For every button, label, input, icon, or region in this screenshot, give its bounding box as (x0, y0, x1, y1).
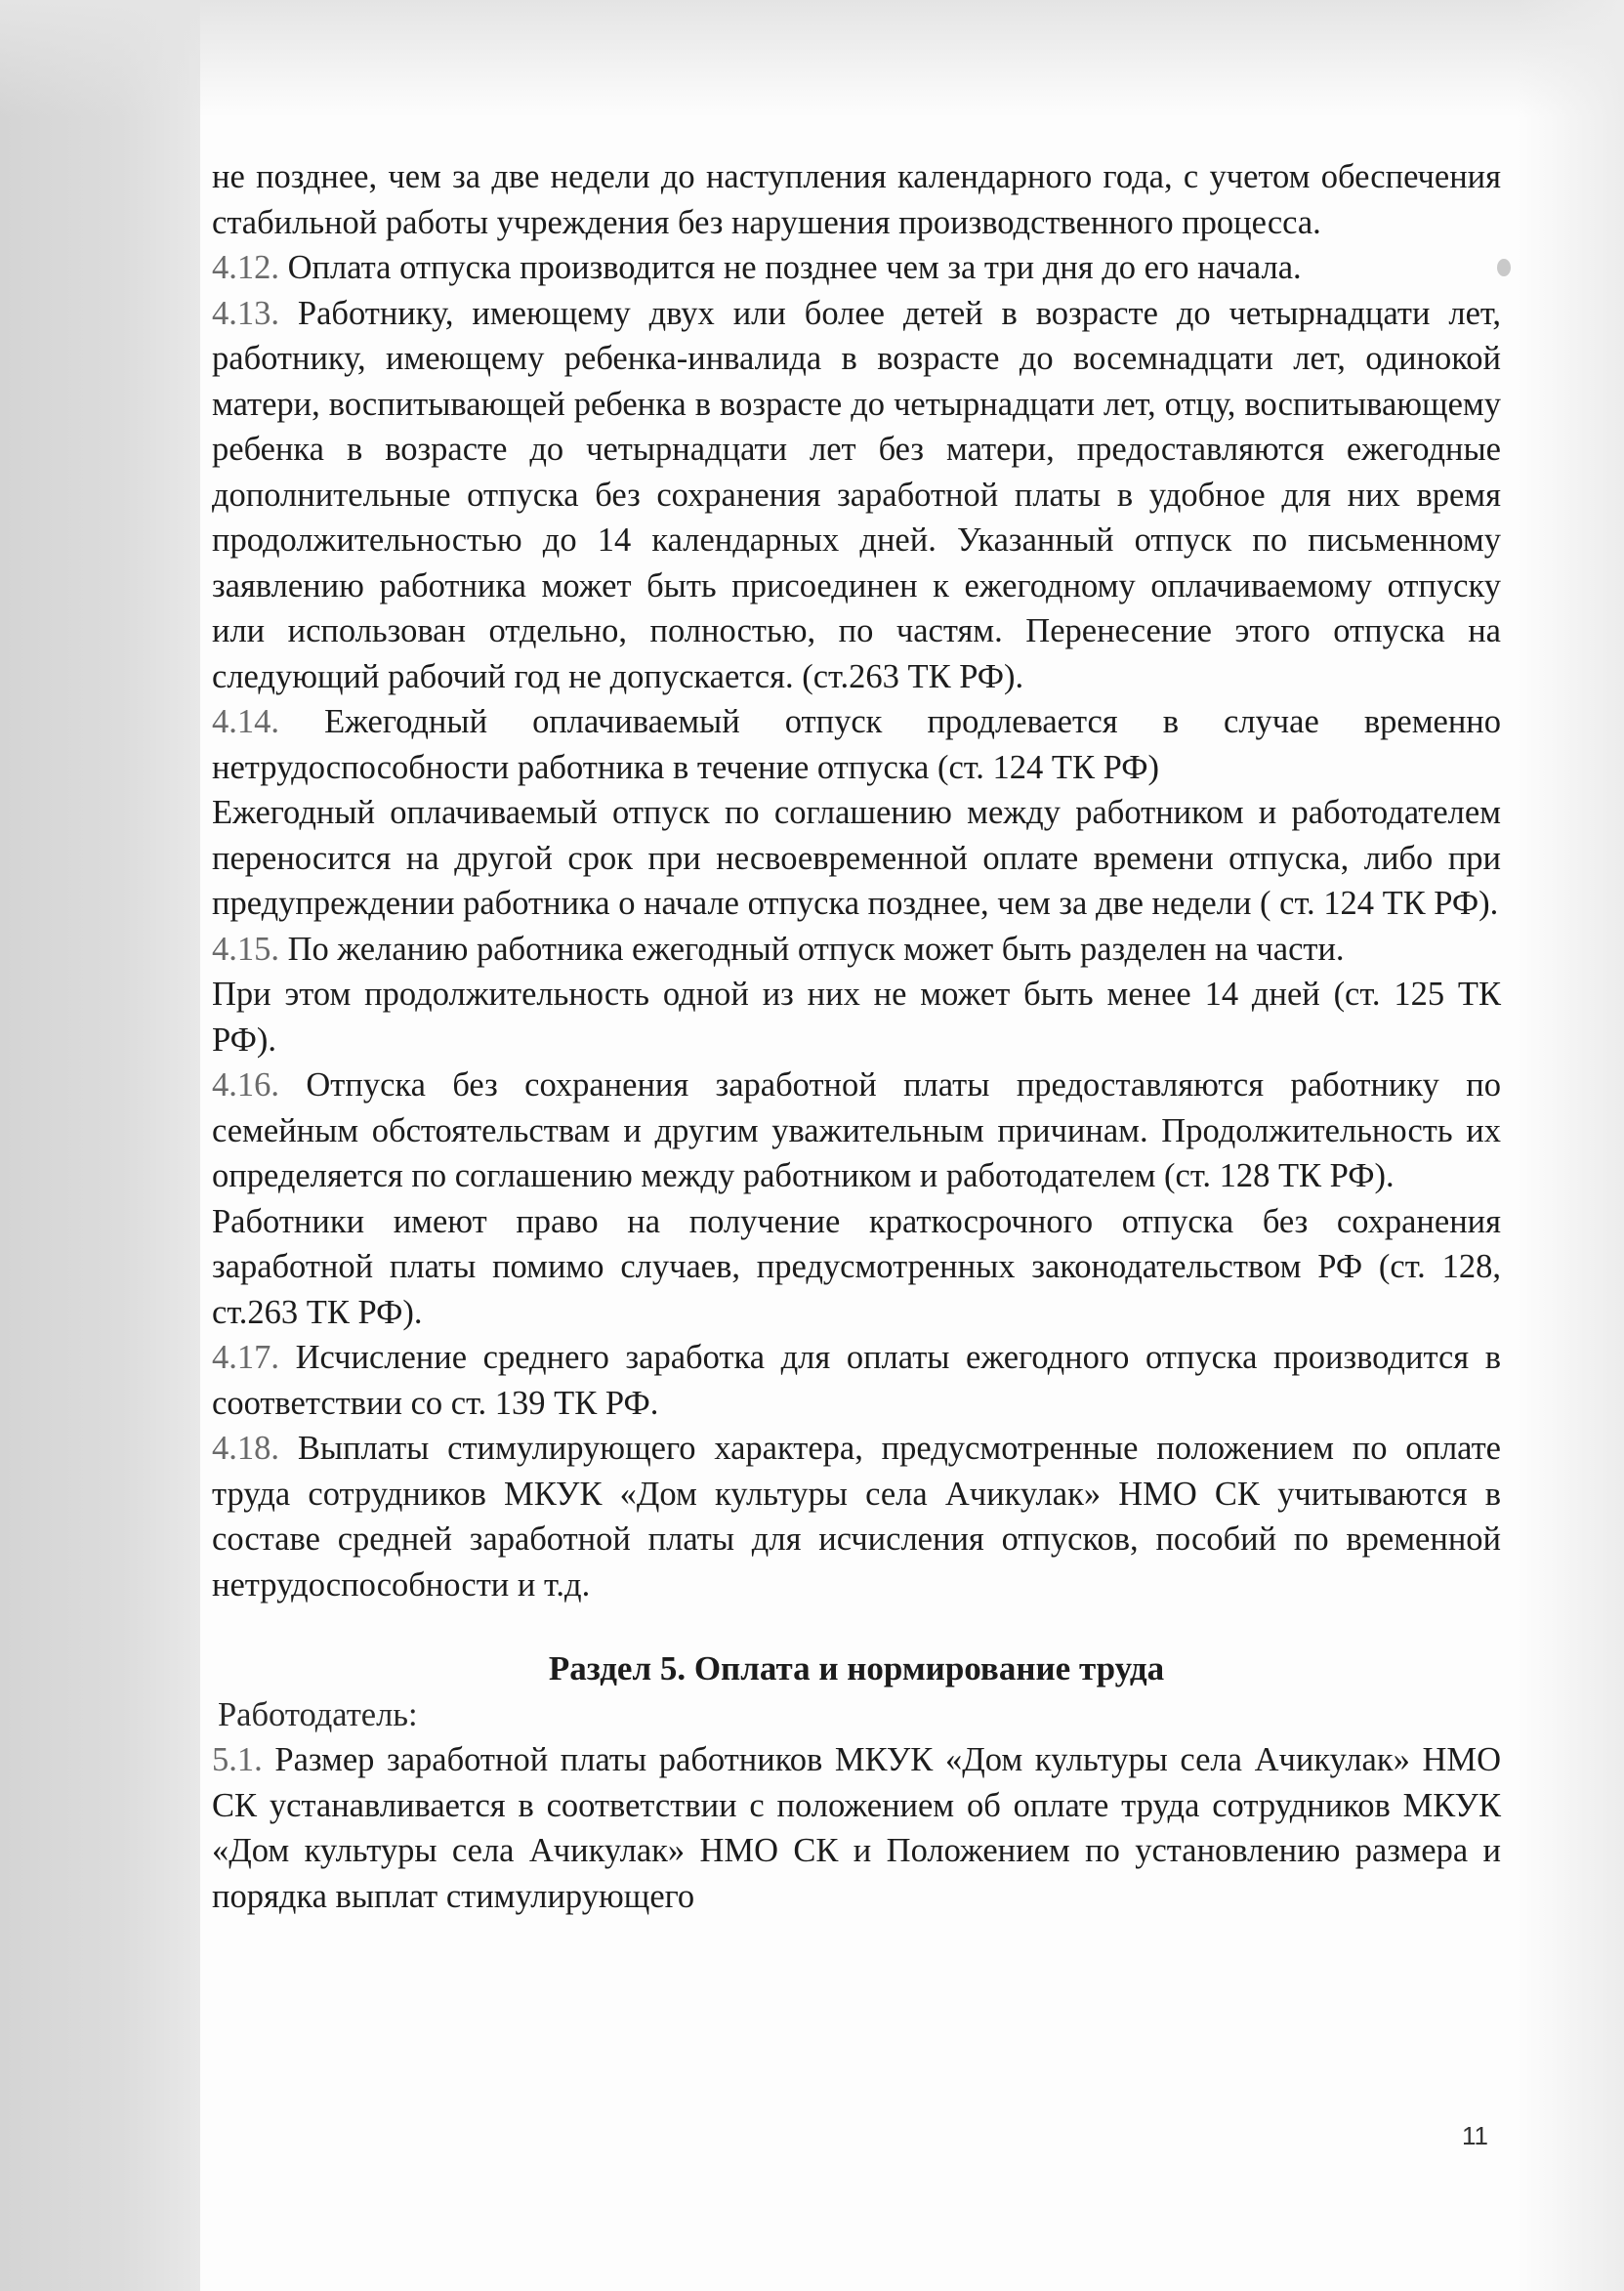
section-heading: Раздел 5. Оплата и нормирование труда (548, 1649, 1165, 1687)
paragraph-4-18: 4.18. Выплаты стимулирующего характера, предусмотренные положением по оплате труда сотрудников МКУК «Дом культуры села Ачикулак» НМО СК учитываются в составе средней заработной платы для исчисления отпусков, пособий по временной нетрудоспособности и т.д. (212, 1430, 1501, 1604)
paragraph-continuation: не позднее, чем за две недели до наступления календарного года, с учетом обеспечения стабильной работы учреждения без нарушения производственного процесса. (212, 158, 1501, 241)
paragraph-4-15: 4.15. По желанию работника ежегодный отпуск может быть разделен на части. (212, 930, 1345, 968)
clause-number: 4.18. (212, 1430, 279, 1467)
document-body (212, 154, 1501, 1919)
paragraph-4-14: 4.14. Ежегодный оплачиваемый отпуск продлевается в случае временно нетрудоспособности работника в течение отпуска (ст. 124 ТК РФ) (212, 703, 1502, 786)
paragraph-4-17: 4.17. Исчисление среднего заработка для оплаты ежегодного отпуска производится в соответствии со ст. 139 ТК РФ. (212, 1339, 1502, 1422)
page-number: 11 (1462, 2121, 1488, 2150)
clause-number: 4.17. (212, 1339, 279, 1376)
clause-number: 4.14. (212, 703, 279, 740)
section-lead: Работодатель: (218, 1695, 418, 1733)
clause-number: 4.13. (212, 294, 279, 332)
paragraph-5-1: 5.1. Размер заработной платы работников МКУК «Дом культуры села Ачикулак» НМО СК устанавливается в соответствии с положением об оплате труда сотрудников МКУК «Дом культуры села Ачикулак» НМО СК и Положением по установлению размера и порядка выплат стимулирующего (212, 1741, 1502, 1915)
scan-binding-shadow (0, 0, 200, 2291)
scan-top-shadow (0, 0, 1624, 117)
clause-number: 4.15. (212, 930, 279, 968)
paragraph-4-16-extra: Работники имеют право на получение краткосрочного отпуска без сохранения заработной платы помимо случаев, предусмотренных законодательством РФ (ст. 128, ст.263 ТК РФ). (212, 1202, 1501, 1331)
paragraph-4-16: 4.16. Отпуска без сохранения заработной платы предоставляются работнику по семейным обстоятельствам и другим уважительным причинам. Продолжительность их определяется по соглашению между работником и работодателем (ст. 128 ТК РФ). (212, 1066, 1501, 1194)
paragraph-4-14-extra: Ежегодный оплачиваемый отпуск по соглашению между работником и работодателем переносится на другой срок при несвоевременной оплате времени отпуска, либо при предупреждении работника о начале отпуска позднее, чем за две недели ( ст. 124 ТК РФ). (212, 794, 1501, 922)
scan-edge-shadow (1517, 0, 1624, 2291)
clause-number: 5.1. (212, 1741, 263, 1778)
paragraph-4-15-extra: При этом продолжительность одной из них не может быть менее 14 дней (ст. 125 ТК РФ). (212, 976, 1501, 1059)
clause-number: 4.16. (212, 1066, 279, 1104)
clause-number: 4.12. (212, 249, 279, 286)
paragraph-4-12: 4.12. Оплата отпуска производится не позднее чем за три дня до его начала. (212, 249, 1302, 286)
paragraph-4-13: 4.13. Работнику, имеющему двух или более детей в возрасте до четырнадцати лет, работнику, имеющему ребенка-инвалида в возрасте до восемнадцати лет, одинокой матери, воспитывающей ребенка в возрасте до четырнадцати лет, отцу, воспитывающему ребенка в возрасте до четырнадцати лет без матери, предоставляются ежегодные дополнительные отпуска без сохранения заработной платы в удобное для них время продолжительностью до 14 календарных дней. Указанный отпуск по письменному заявлению работника может быть присоединен к ежегодному оплачиваемому отпуску или использован отдельно, полностью, по частям. Перенесение этого отпуска на следующий рабочий год не допускается. (ст.263 ТК РФ). (212, 294, 1502, 695)
